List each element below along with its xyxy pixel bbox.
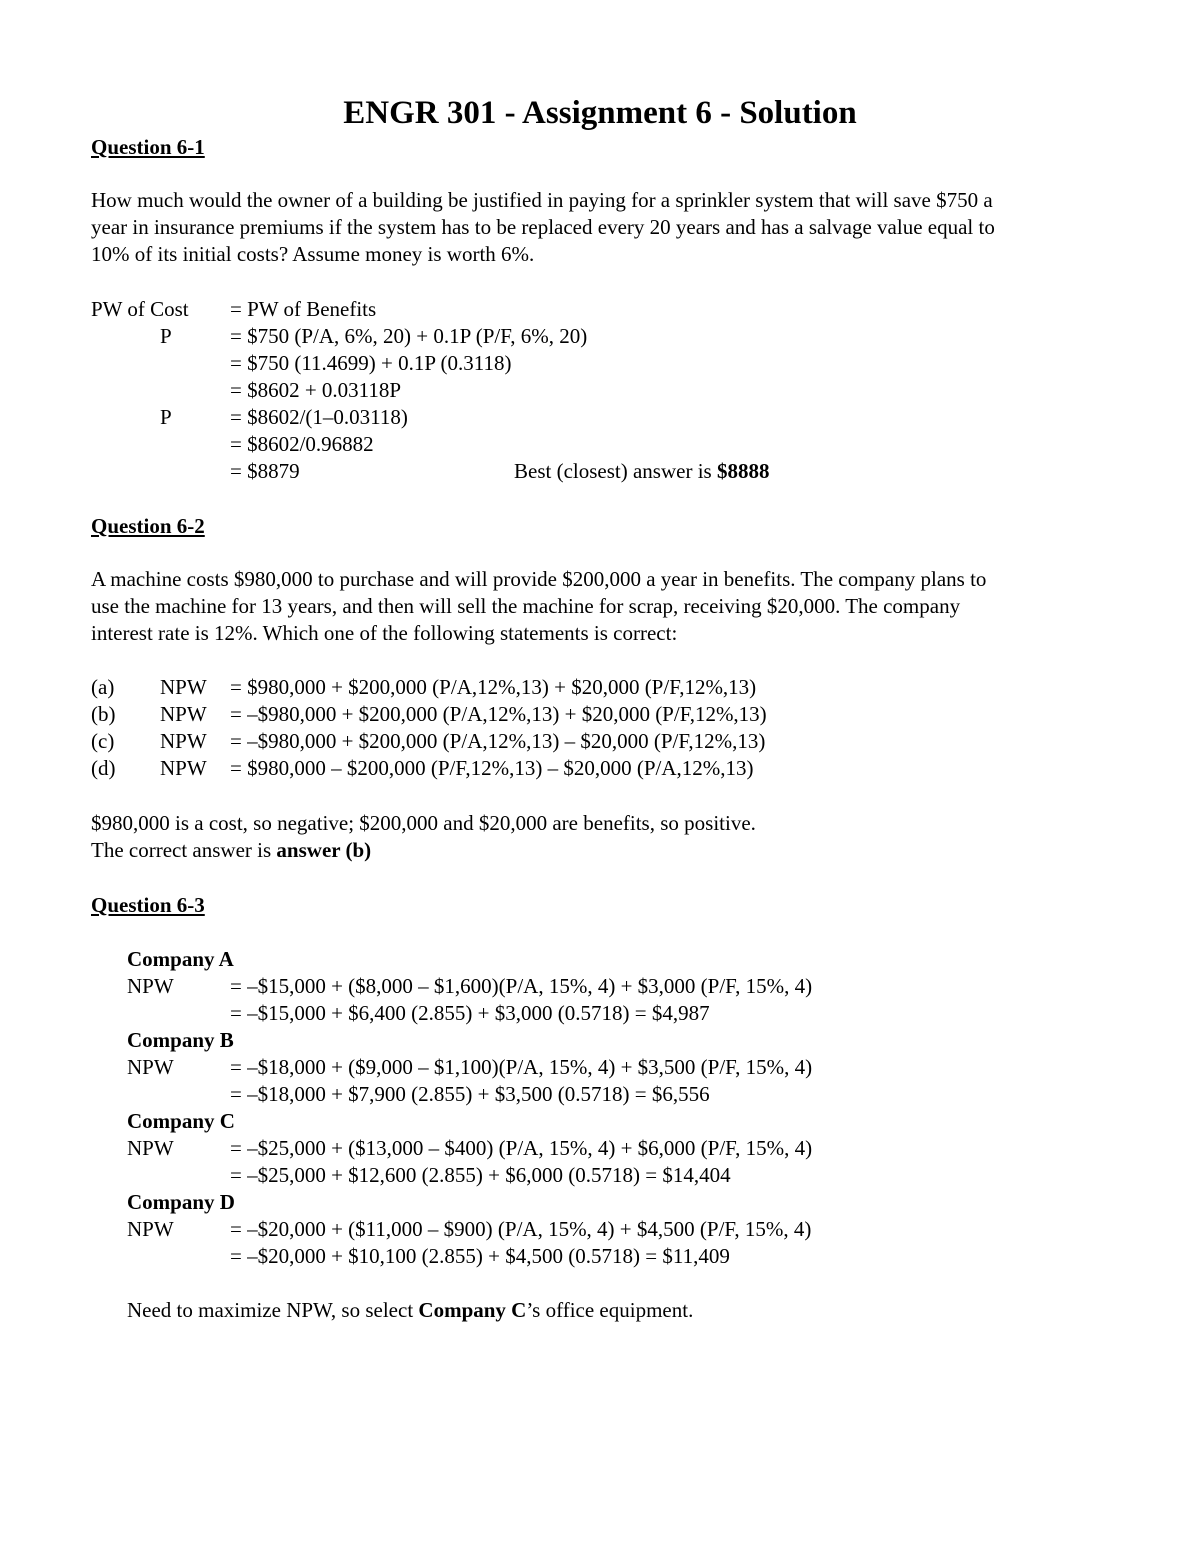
q2-option-letter: (a)	[91, 675, 115, 699]
q1-solution-eq: = $750 (P/A, 6%, 20) + 0.1P (P/F, 6%, 20)	[230, 324, 588, 348]
q1-solution-label: P	[160, 324, 172, 348]
q1-solution-eq: = $8879	[230, 459, 300, 483]
q2-option-eq: = –$980,000 + $200,000 (P/A,12%,13) – $20,000 (P/F,12%,13)	[230, 729, 766, 753]
q2-option-label: NPW	[160, 729, 207, 753]
q1-question-line: year in insurance premiums if the system has to be replaced every 20 years and has a salvage value equal to	[91, 215, 995, 239]
q1-question-line: 10% of its initial costs? Assume money is worth 6%.	[91, 242, 535, 266]
npw-label: NPW	[127, 1055, 174, 1079]
q2-heading: Question 6-2	[91, 514, 205, 538]
q1-heading: Question 6-1	[91, 135, 205, 159]
q2-option-letter: (b)	[91, 702, 116, 726]
q2-option-eq: = $980,000 + $200,000 (P/A,12%,13) + $20,000 (P/F,12%,13)	[230, 675, 757, 699]
q1-best-answer	[514, 458, 769, 485]
npw-label: NPW	[127, 1136, 174, 1160]
q3-conclusion	[127, 1297, 693, 1324]
q2-option-eq: = –$980,000 + $200,000 (P/A,12%,13) + $20,000 (P/F,12%,13)	[230, 702, 767, 726]
q1-best-value: $8888	[716, 459, 770, 483]
company-name: Company B	[127, 1028, 234, 1052]
company-name: Company C	[127, 1109, 235, 1133]
q2-explanation: $980,000 is a cost, so negative; $200,000 and $20,000 are benefits, so positive.	[91, 811, 756, 835]
company-name: Company A	[127, 947, 234, 971]
q2-question-line: use the machine for 13 years, and then will sell the machine for scrap, receiving $20,000. The company	[91, 594, 961, 618]
q2-question-line: interest rate is 12%. Which one of the following statements is correct:	[91, 621, 678, 645]
q2-answer-bold: answer (b)	[276, 838, 372, 862]
q2-option-label: NPW	[160, 675, 207, 699]
q1-solution-label: PW of Cost	[91, 297, 189, 321]
company-eq: = –$18,000 + $7,900 (2.855) + $3,500 (0.5718) = $6,556	[230, 1082, 710, 1106]
company-eq: = –$25,000 + $12,600 (2.855) + $6,000 (0.5718) = $14,404	[230, 1163, 731, 1187]
q1-solution-eq: = $750 (11.4699) + 0.1P (0.3118)	[230, 351, 512, 375]
q1-question-line: How much would the owner of a building be justified in paying for a sprinkler system that will save $750 a	[91, 188, 993, 212]
q3-heading: Question 6-3	[91, 893, 205, 917]
q1-solution-eq: = PW of Benefits	[230, 297, 377, 321]
q2-option-eq: = $980,000 – $200,000 (P/F,12%,13) – $20,000 (P/A,12%,13)	[230, 756, 754, 780]
company-eq: = –$20,000 + ($11,000 – $900) (P/A, 15%, 4) + $4,500 (P/F, 15%, 4)	[230, 1217, 812, 1241]
q2-option-label: NPW	[160, 702, 207, 726]
q3-conclusion-prefix: Need to maximize NPW, so select	[127, 1298, 419, 1322]
q2-question-text	[91, 566, 1111, 647]
npw-label: NPW	[127, 1217, 174, 1241]
company-eq: = –$25,000 + ($13,000 – $400) (P/A, 15%, 4) + $6,000 (P/F, 15%, 4)	[230, 1136, 813, 1160]
q2-answer-prefix: The correct answer is	[91, 838, 277, 862]
q1-best-prefix: Best (closest) answer is	[514, 459, 717, 483]
q1-solution-eq: = $8602/(1–0.03118)	[230, 405, 408, 429]
q3-conclusion-bold: Company C	[418, 1298, 527, 1322]
q1-solution-eq: = $8602 + 0.03118P	[230, 378, 402, 402]
company-eq: = –$15,000 + $6,400 (2.855) + $3,000 (0.5718) = $4,987	[230, 1001, 710, 1025]
q2-option-letter: (d)	[91, 756, 116, 780]
q3-conclusion-suffix: ’s office equipment.	[526, 1298, 694, 1322]
q2-option-letter: (c)	[91, 729, 115, 753]
company-eq: = –$18,000 + ($9,000 – $1,100)(P/A, 15%, 4) + $3,500 (P/F, 15%, 4)	[230, 1055, 813, 1079]
q1-solution-label: P	[160, 405, 172, 429]
q1-question-text	[91, 187, 1111, 268]
npw-label: NPW	[127, 974, 174, 998]
company-eq: = –$15,000 + ($8,000 – $1,600)(P/A, 15%, 4) + $3,000 (P/F, 15%, 4)	[230, 974, 813, 998]
q2-answer	[91, 837, 371, 864]
page-title: ENGR 301 - Assignment 6 - Solution	[343, 95, 857, 131]
company-eq: = –$20,000 + $10,100 (2.855) + $4,500 (0.5718) = $11,409	[230, 1244, 730, 1268]
company-name: Company D	[127, 1190, 235, 1214]
q2-question-line: A machine costs $980,000 to purchase and will provide $200,000 a year in benefits. The company plans to	[91, 567, 987, 591]
q2-option-label: NPW	[160, 756, 207, 780]
q1-solution-eq: = $8602/0.96882	[230, 432, 374, 456]
